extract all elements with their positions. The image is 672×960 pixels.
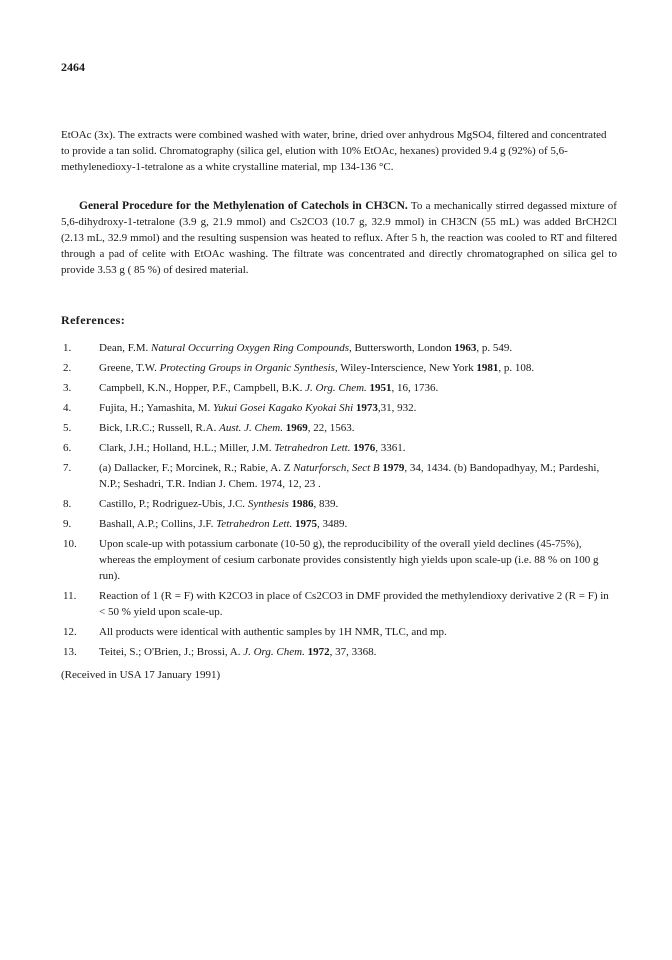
reference-number: 12. bbox=[63, 626, 77, 638]
reference-item bbox=[61, 340, 617, 356]
reference-text: Reaction of 1 (R = F) with K2CO3 in place of Cs2CO3 in DMF provided the methylendioxy derivative 2 (R = F) in < 50 % yield upon scale-up. bbox=[99, 590, 609, 618]
reference-item bbox=[61, 360, 617, 376]
reference-number: 1. bbox=[63, 342, 72, 354]
reference-number: 9. bbox=[63, 518, 72, 530]
reference-number: 2. bbox=[63, 362, 72, 374]
reference-text: Campbell, K.N., Hopper, P.F., Campbell, B.K. J. Org. Chem. 1951, 16, 1736. bbox=[99, 382, 439, 394]
reference-list bbox=[61, 340, 617, 664]
reference-number: 3. bbox=[63, 382, 72, 394]
reference-item bbox=[61, 440, 617, 456]
general-procedure-heading: General Procedure for the Methylenation of Catechols in CH3CN. bbox=[79, 200, 408, 212]
reference-item bbox=[61, 460, 617, 492]
reference-number: 4. bbox=[63, 402, 72, 414]
received-date: (Received in USA 17 January 1991) bbox=[61, 669, 221, 681]
reference-item bbox=[61, 496, 617, 512]
reference-item bbox=[61, 588, 617, 620]
reference-text: Clark, J.H.; Holland, H.L.; Miller, J.M. Tetrahedron Lett. 1976, 3361. bbox=[99, 442, 406, 454]
reference-text: Dean, F.M. Natural Occurring Oxygen Ring Compounds, Buttersworth, London 1963, p. 549. bbox=[99, 342, 513, 354]
reference-text: (a) Dallacker, F.; Morcinek, R.; Rabie, A. Z Naturforsch, Sect B 1979, 34, 1434. (b) Bandopadhyay, M.; Pardeshi, N.P.; Seshadri, T.R. Indian J. Chem. 1974, 12, 23 . bbox=[99, 462, 600, 490]
general-procedure-body: To a mechanically stirred degassed mixture of 5,6-dihydroxy-1-tetralone (3.9 g, 21.9 mmol) and Cs2CO3 (10.7 g, 32.9 mmol) in CH3CN (55 mL) was added BrCH2Cl (2.13 mL, 32.9 mmol) and the resulting suspension was heated to reflux. After 5 h, the reaction was cooled to RT and filtered through a pad of celite with EtOAc washing. The filtrate was concentrated and directly chromatographed on silica gel to provide 3.53 g ( 85 %) of desired material. bbox=[61, 200, 617, 276]
reference-number: 5. bbox=[63, 422, 72, 434]
reference-item bbox=[61, 380, 617, 396]
reference-item bbox=[61, 420, 617, 436]
reference-number: 13. bbox=[63, 646, 77, 658]
reference-number: 8. bbox=[63, 498, 72, 510]
reference-item bbox=[61, 400, 617, 416]
reference-text: Bashall, A.P.; Collins, J.F. Tetrahedron Lett. 1975, 3489. bbox=[99, 518, 348, 530]
reference-text: Fujita, H.; Yamashita, M. Yukui Gosei Kagako Kyokai Shi 1973,31, 932. bbox=[99, 402, 417, 414]
paragraph-experimental: EtOAc (3x). The extracts were combined washed with water, brine, dried over anhydrous MgSO4, filtered and concentrated to provide a tan solid. Chromatography (silica gel, elution with 10% EtOAc, hexanes) provided 9.4 g (92%) of 5,6-methylenedioxy-1-tetralone as a white crystalline material, mp 134-136 °C. bbox=[61, 129, 607, 173]
reference-text: Bick, I.R.C.; Russell, R.A. Aust. J. Chem. 1969, 22, 1563. bbox=[99, 422, 355, 434]
reference-item bbox=[61, 644, 617, 660]
reference-text: Teitei, S.; O'Brien, J.; Brossi, A. J. Org. Chem. 1972, 37, 3368. bbox=[99, 646, 377, 658]
reference-text: Castillo, P.; Rodriguez-Ubis, J.C. Synthesis 1986, 839. bbox=[99, 498, 339, 510]
reference-number: 6. bbox=[63, 442, 72, 454]
reference-item bbox=[61, 516, 617, 532]
reference-text: Upon scale-up with potassium carbonate (10-50 g), the reproducibility of the overall yield declines (45-75%), whereas the employment of cesium carbonate provides consistently high yields upon scale-up (i.e. 88 % on 100 g run). bbox=[99, 538, 599, 582]
references-heading: References: bbox=[61, 313, 126, 327]
paragraph-general-procedure bbox=[61, 198, 617, 278]
reference-item bbox=[61, 624, 617, 640]
reference-number: 7. bbox=[63, 462, 72, 474]
page-number: 2464 bbox=[61, 60, 85, 74]
reference-text: Greene, T.W. Protecting Groups in Organic Synthesis, Wiley-Interscience, New York 1981, p. 108. bbox=[99, 362, 535, 374]
reference-text: All products were identical with authentic samples by 1H NMR, TLC, and mp. bbox=[99, 626, 447, 638]
reference-item bbox=[61, 536, 617, 584]
reference-number: 11. bbox=[63, 590, 77, 602]
reference-number: 10. bbox=[63, 538, 77, 550]
